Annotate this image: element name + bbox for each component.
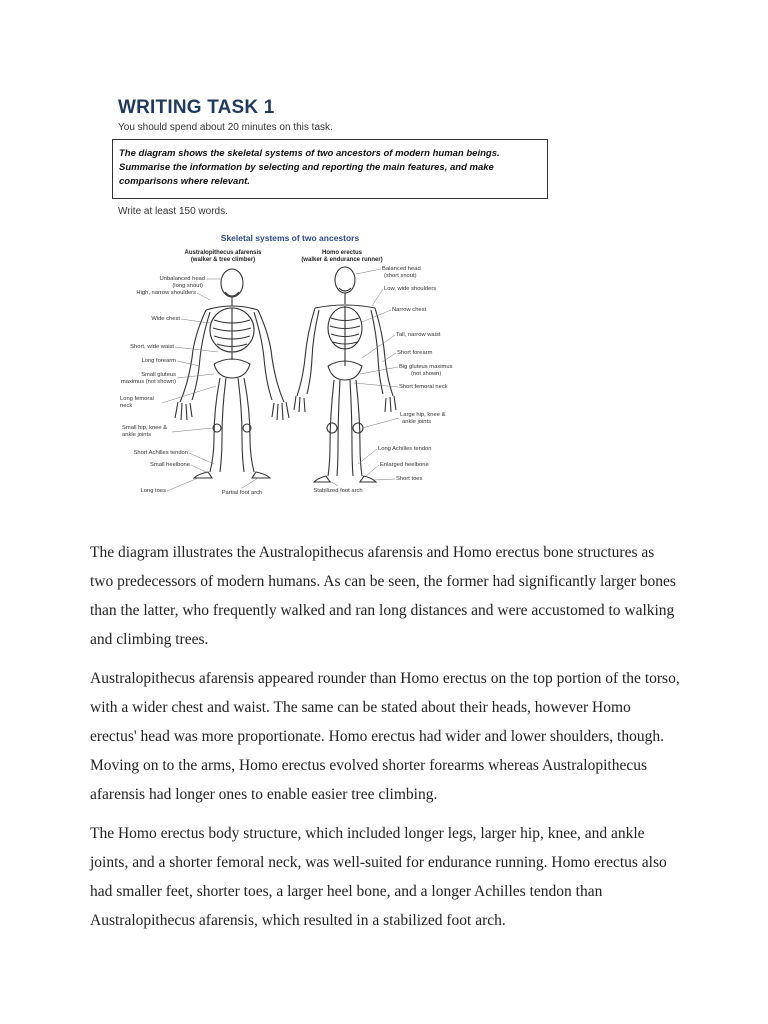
right-species-name: Homo erectus xyxy=(321,250,363,256)
callout-label: Balanced head xyxy=(382,266,421,272)
callout-label: maximus (not shown) xyxy=(120,379,176,385)
right-species-subtitle: (walker & endurance runner) xyxy=(301,257,383,263)
callout-label: Partial foot arch xyxy=(221,490,263,496)
task-prompt-line: The diagram shows the skeletal systems of two ancestors of modern human beings. xyxy=(119,148,500,159)
callout-label: Short Achilles tendon xyxy=(133,450,188,456)
callout-label: Short forearm xyxy=(397,350,433,356)
callout-label: ankle joints xyxy=(122,432,152,438)
callout-label: Long femoral xyxy=(120,396,154,402)
right-callouts xyxy=(313,266,452,494)
callout-label: Short toes xyxy=(396,476,423,482)
time-instruction: You should spend about 20 minutes on this task. xyxy=(118,122,333,133)
task-prompt-line: Summarise the information by selecting and reporting the main features, and make comparisons where relevant. xyxy=(119,162,494,187)
callout-label: Tall, narrow waist xyxy=(396,332,441,338)
left-species-subtitle: (walker & tree climber) xyxy=(190,257,256,263)
callout-label: Long toes xyxy=(140,488,166,494)
skeleton-diagram xyxy=(110,228,470,503)
callout-label: Low, wide shoulders xyxy=(384,286,437,292)
essay-body xyxy=(90,538,680,945)
skeleton-diagram-svg xyxy=(110,228,470,503)
callout-label: Unbalanced head xyxy=(159,276,205,282)
callout-label: Big gluteus maximus xyxy=(399,364,453,370)
callout-label: Large hip, knee & xyxy=(400,412,446,418)
essay-paragraph: The diagram illustrates the Australopithecus afarensis and Homo erectus bone structures as two predecessors of modern humans. As can be seen, the former had significantly larger bones than the latter, who frequently walked and ran long distances and were accustomed to walking and climbing trees. xyxy=(90,544,676,648)
left-species-name: Australopithecus afarensis xyxy=(184,250,262,256)
callout-label: (long snout) xyxy=(172,283,203,289)
callout-label: Small heelbone xyxy=(150,462,190,468)
callout-label: Small hip, knee & xyxy=(122,425,168,431)
callout-label: (short snout) xyxy=(384,273,417,279)
left-skeleton xyxy=(175,269,289,478)
word-count-instruction: Write at least 150 words. xyxy=(118,206,228,217)
callout-label: High, narrow shoulders xyxy=(136,290,196,296)
diagram-title: Skeletal systems of two ancestors xyxy=(220,233,360,243)
callout-label: Enlarged heelbone xyxy=(380,462,429,468)
left-callouts xyxy=(120,276,262,496)
callout-label: Wide chest xyxy=(151,316,180,322)
task-prompt-box xyxy=(112,139,548,199)
callout-label: Short, wide waist xyxy=(130,344,174,350)
callout-label: Long Achilles tendon xyxy=(378,446,432,452)
callout-label: Stabilized foot arch xyxy=(313,488,363,494)
essay-paragraph: Australopithecus afarensis appeared rounder than Homo erectus on the top portion of the torso, with a wider chest and waist. The same can be stated about their heads, however Homo erectus' head was more proportionate. Homo erectus had wider and lower shoulders, though. Moving on to the arms, Homo erectus evolved shorter forearms whereas Australopithecus afarensis had longer ones to enable easier tree climbing. xyxy=(90,670,680,803)
callout-label: ankle joints xyxy=(402,419,432,425)
callout-label: (not shown) xyxy=(411,371,442,377)
callout-label: Short femoral neck xyxy=(399,384,448,390)
callout-label: Narrow chest xyxy=(392,307,427,313)
essay-paragraph: The Homo erectus body structure, which included longer legs, larger hip, knee, and ankle joints, and a shorter femoral neck, was well-suited for endurance running. Homo erectus also had smaller feet, shorter toes, a larger heel bone, and a longer Achilles tendon than Australopithecus afarensis, which resulted in a stabilized foot arch. xyxy=(90,825,667,929)
callout-label: Long forearm xyxy=(141,358,176,364)
callout-label: neck xyxy=(120,403,133,409)
task-title: WRITING TASK 1 xyxy=(118,97,275,118)
callout-label: Small gluteus xyxy=(141,372,176,378)
